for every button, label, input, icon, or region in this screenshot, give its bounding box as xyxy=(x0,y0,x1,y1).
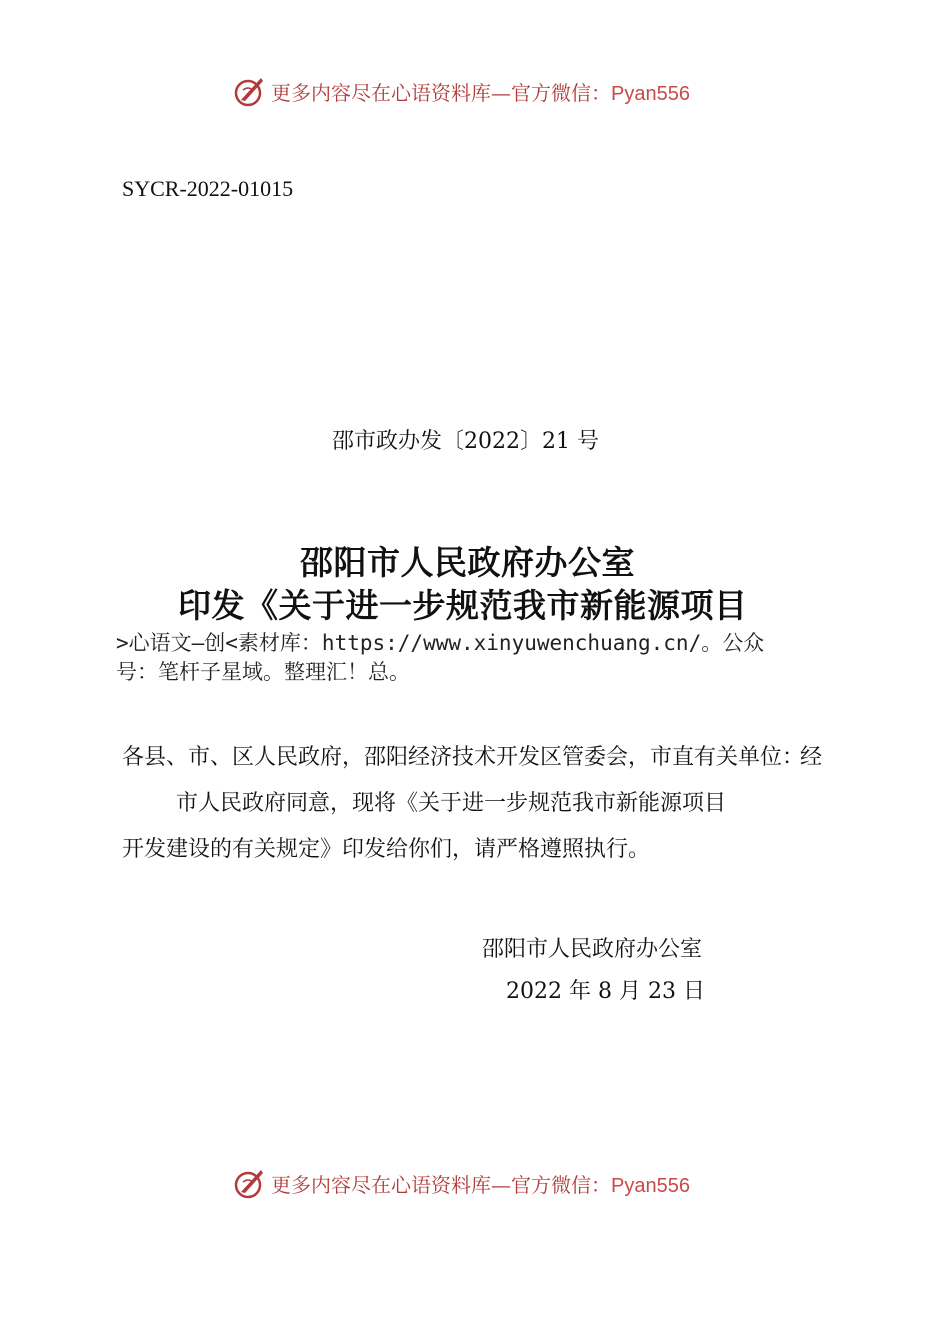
banner-slogan: 更多内容尽在心语资料库 xyxy=(271,80,491,105)
footer-banner xyxy=(233,1166,690,1200)
footer-banner-dash: — xyxy=(491,1172,511,1197)
title-line-1: 邵阳市人民政府办公室 xyxy=(300,543,635,582)
footer-banner-slogan: 更多内容尽在心语资料库 xyxy=(271,1172,491,1197)
body-line-2: 市人民政府同意，现将《关于进一步规范我市新能源项目 xyxy=(176,791,727,816)
watermark-line-1: >心语文—创<素材库：https://www.xinyuwenchuang.cn/。公众 xyxy=(116,631,765,655)
quill-logo-icon xyxy=(233,74,267,108)
document-reference-number: 邵市政办发〔2022〕21 号 xyxy=(332,429,599,454)
banner-dash: — xyxy=(491,80,511,105)
footer-banner-wechat-id: Pyan556 xyxy=(611,1174,690,1197)
signature-date: 2022 年 8 月 23 日 xyxy=(506,979,705,1004)
banner-text xyxy=(271,77,690,106)
banner-wechat-label: 官方微信： xyxy=(511,80,611,105)
signature-org: 邵阳市人民政府办公室 xyxy=(482,937,703,962)
header-banner xyxy=(233,74,690,108)
quill-logo-icon xyxy=(233,1166,267,1200)
body-line-3: 开发建设的有关规定》印发给你们，请严格遵照执行。 xyxy=(122,837,651,862)
banner-wechat-id: Pyan556 xyxy=(611,82,690,105)
footer-banner-wechat-label: 官方微信： xyxy=(511,1172,611,1197)
footer-banner-text xyxy=(271,1169,690,1198)
salutation: 各县、市、区人民政府，邵阳经济技术开发区管委会，市直有关单位： xyxy=(122,745,805,770)
document-code: SYCR-2022-01015 xyxy=(122,176,294,201)
title-line-2: 印发《关于进一步规范我市新能源项目 xyxy=(178,586,748,625)
watermark-line-2: 号：笔杆子星域。整理汇！总。 xyxy=(116,660,410,684)
salutation-tail: 经 xyxy=(800,745,823,770)
